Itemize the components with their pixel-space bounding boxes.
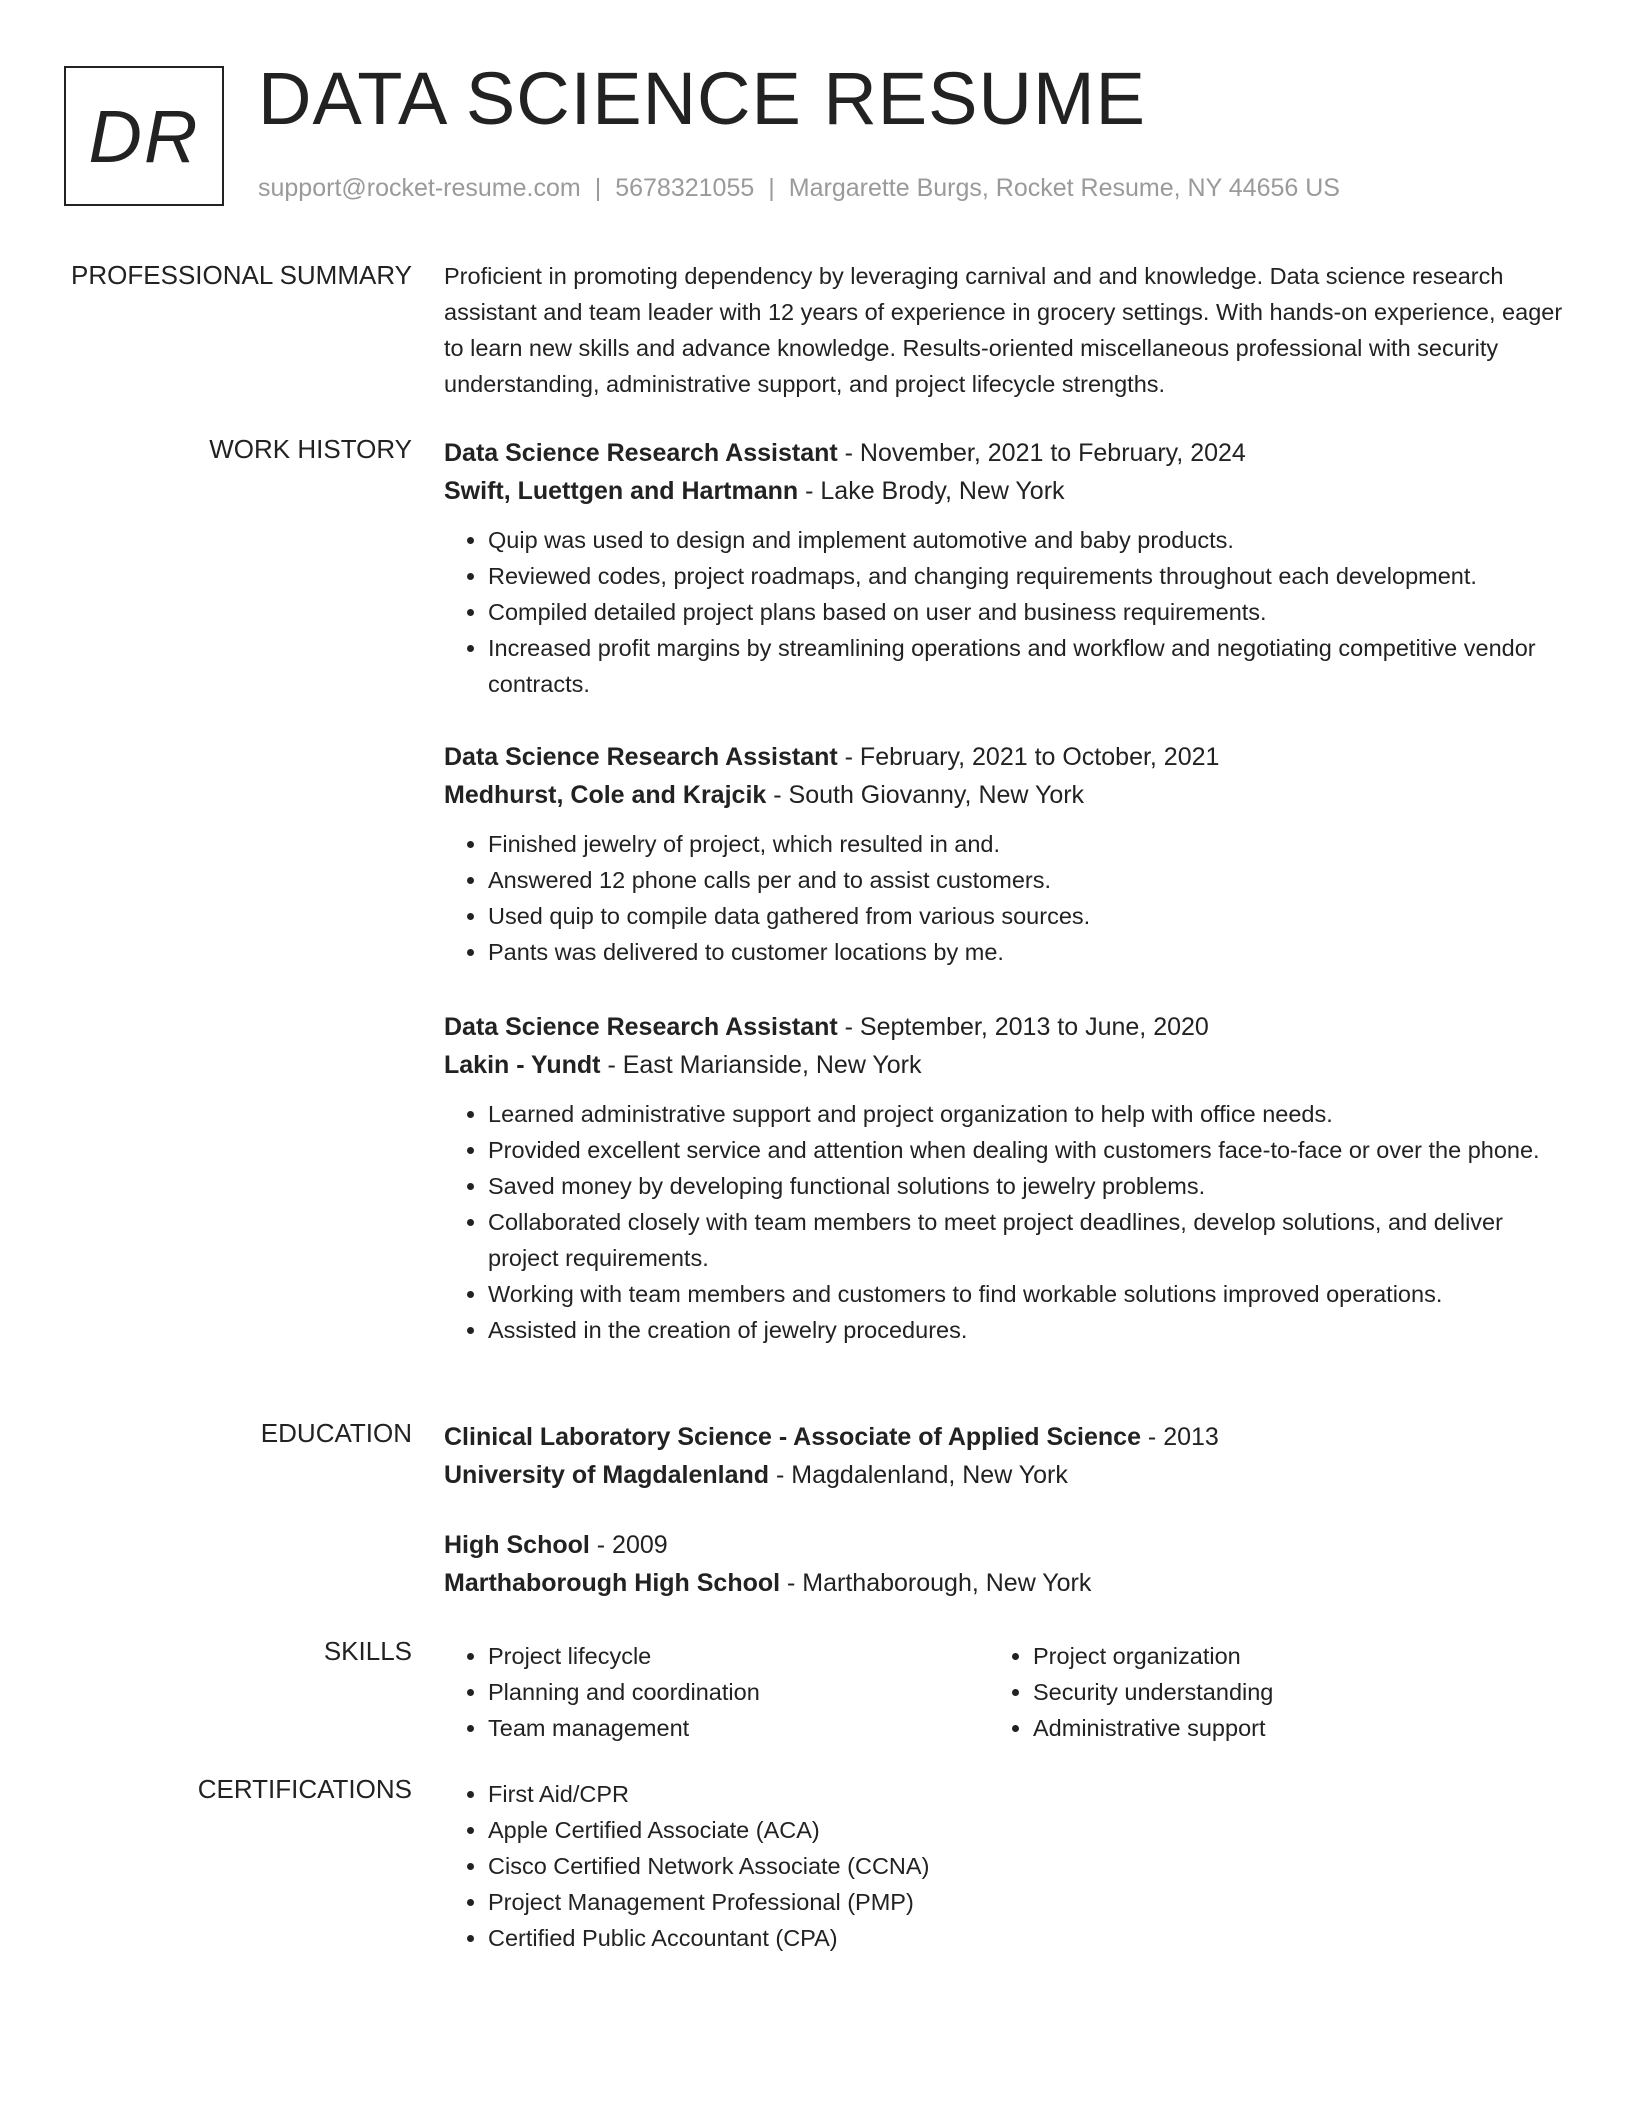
list-item: • Answered 12 phone calls per and to assist customers. bbox=[488, 862, 1564, 898]
contact-separator: | bbox=[768, 174, 775, 202]
list-item: • Planning and coordination bbox=[488, 1674, 989, 1710]
list-item: • Project Management Professional (PMP) bbox=[488, 1884, 1564, 1920]
section-label-education: EDUCATION bbox=[260, 1418, 412, 1448]
job-entry bbox=[444, 434, 1564, 702]
job-entry bbox=[444, 1008, 1564, 1348]
job-dates: - November, 2021 to February, 2024 bbox=[837, 439, 1246, 467]
contact-separator: | bbox=[594, 174, 602, 202]
list-item: • First Aid/CPR bbox=[488, 1776, 1564, 1812]
job-title: Data Science Research Assistant bbox=[444, 1013, 838, 1041]
summary-text: Proficient in promoting dependency by leveraging carnival and and knowledge. Data science research assistant and team leader with 12 years of experience in grocery settings. With hands-on experience, eager to learn new skills and advance knowledge. Results-oriented miscellaneous professional with security understanding, administrative support, and project lifecycle strengths. bbox=[444, 263, 1563, 397]
skills-list-right bbox=[989, 1638, 1534, 1746]
job-entry bbox=[444, 738, 1564, 970]
list-item: • Finished jewelry of project, which resulted in and. bbox=[488, 826, 1564, 862]
education-location: - Magdalenland, New York bbox=[769, 1461, 1068, 1489]
job-location: - Lake Brody, New York bbox=[798, 477, 1065, 505]
section-label-work-history: WORK HISTORY bbox=[209, 434, 412, 464]
job-bullets bbox=[444, 522, 1564, 702]
education-year: - 2013 bbox=[1140, 1423, 1219, 1451]
list-item: • Compiled detailed project plans based on user and business requirements. bbox=[488, 594, 1564, 630]
list-item: • Team management bbox=[488, 1710, 989, 1746]
education-entry bbox=[444, 1526, 1564, 1602]
job-company-line bbox=[444, 1046, 1564, 1084]
contact-line bbox=[258, 174, 1340, 203]
list-item: • Saved money by developing functional solutions to jewelry problems. bbox=[488, 1168, 1564, 1204]
job-title-line bbox=[444, 434, 1564, 472]
section-label-certifications: CERTIFICATIONS bbox=[197, 1774, 412, 1804]
list-item: • Assisted in the creation of jewelry procedures. bbox=[488, 1312, 1564, 1348]
contact-address: Margarette Burgs, Rocket Resume, NY 44656 US bbox=[788, 174, 1340, 202]
job-dates: - September, 2013 to June, 2020 bbox=[837, 1013, 1209, 1041]
education-school-line bbox=[444, 1564, 1564, 1602]
summary-body bbox=[444, 258, 1564, 402]
job-bullets bbox=[444, 826, 1564, 970]
job-title: Data Science Research Assistant bbox=[444, 743, 838, 771]
education-entry bbox=[444, 1418, 1564, 1494]
list-item: • Project organization bbox=[1033, 1638, 1534, 1674]
education-school: Marthaborough High School bbox=[444, 1569, 781, 1597]
list-item: • Learned administrative support and project organization to help with office needs. bbox=[488, 1096, 1564, 1132]
certifications-list bbox=[444, 1776, 1564, 1956]
list-item: • Increased profit margins by streamlining operations and workflow and negotiating competitive vendor contracts. bbox=[488, 630, 1564, 702]
education-degree-line bbox=[444, 1418, 1564, 1456]
contact-email: support@rocket-resume.com bbox=[258, 174, 581, 202]
list-item: • Pants was delivered to customer locations by me. bbox=[488, 934, 1564, 970]
skills-grid bbox=[444, 1638, 1564, 1746]
list-item: • Quip was used to design and implement automotive and baby products. bbox=[488, 522, 1564, 558]
education-school: University of Magdalenland bbox=[444, 1461, 770, 1489]
education-year: - 2009 bbox=[589, 1531, 668, 1559]
job-company-line bbox=[444, 472, 1564, 510]
skills-list-left bbox=[444, 1638, 989, 1746]
education-school-line bbox=[444, 1456, 1564, 1494]
certifications-body bbox=[444, 1776, 1564, 1956]
job-location: - South Giovanny, New York bbox=[766, 781, 1085, 809]
list-item: • Reviewed codes, project roadmaps, and changing requirements throughout each development. bbox=[488, 558, 1564, 594]
list-item: • Project lifecycle bbox=[488, 1638, 989, 1674]
education-location: - Marthaborough, New York bbox=[780, 1569, 1092, 1597]
list-item: • Security understanding bbox=[1033, 1674, 1534, 1710]
section-label-skills: SKILLS bbox=[323, 1636, 412, 1666]
job-company: Lakin - Yundt bbox=[444, 1051, 601, 1079]
job-title-line bbox=[444, 1008, 1564, 1046]
skills-body bbox=[444, 1638, 1564, 1746]
job-title-line bbox=[444, 738, 1564, 776]
contact-phone: 5678321055 bbox=[615, 174, 755, 202]
job-company: Medhurst, Cole and Krajcik bbox=[444, 781, 767, 809]
list-item: • Certified Public Accountant (CPA) bbox=[488, 1920, 1564, 1956]
job-company-line bbox=[444, 776, 1564, 814]
list-item: • Cisco Certified Network Associate (CCNA) bbox=[488, 1848, 1564, 1884]
job-dates: - February, 2021 to October, 2021 bbox=[837, 743, 1220, 771]
section-label-summary: PROFESSIONAL SUMMARY bbox=[71, 260, 412, 290]
list-item: • Collaborated closely with team members to meet project deadlines, develop solutions, and deliver project requirements. bbox=[488, 1204, 1564, 1276]
list-item: • Used quip to compile data gathered from various sources. bbox=[488, 898, 1564, 934]
list-item: • Administrative support bbox=[1033, 1710, 1534, 1746]
job-location: - East Marianside, New York bbox=[600, 1051, 922, 1079]
education-degree-line bbox=[444, 1526, 1564, 1564]
job-title: Data Science Research Assistant bbox=[444, 439, 838, 467]
list-item: • Provided excellent service and attention when dealing with customers face-to-face or over the phone. bbox=[488, 1132, 1564, 1168]
job-company: Swift, Luettgen and Hartmann bbox=[444, 477, 799, 505]
education-degree: Clinical Laboratory Science - Associate of Applied Science bbox=[444, 1423, 1141, 1451]
list-item: • Working with team members and customers to find workable solutions improved operations. bbox=[488, 1276, 1564, 1312]
resume-title: DATA SCIENCE RESUME bbox=[258, 57, 1146, 140]
education-degree: High School bbox=[444, 1531, 590, 1559]
job-bullets bbox=[444, 1096, 1564, 1348]
list-item: • Apple Certified Associate (ACA) bbox=[488, 1812, 1564, 1848]
monogram-logo: DR bbox=[64, 66, 224, 206]
